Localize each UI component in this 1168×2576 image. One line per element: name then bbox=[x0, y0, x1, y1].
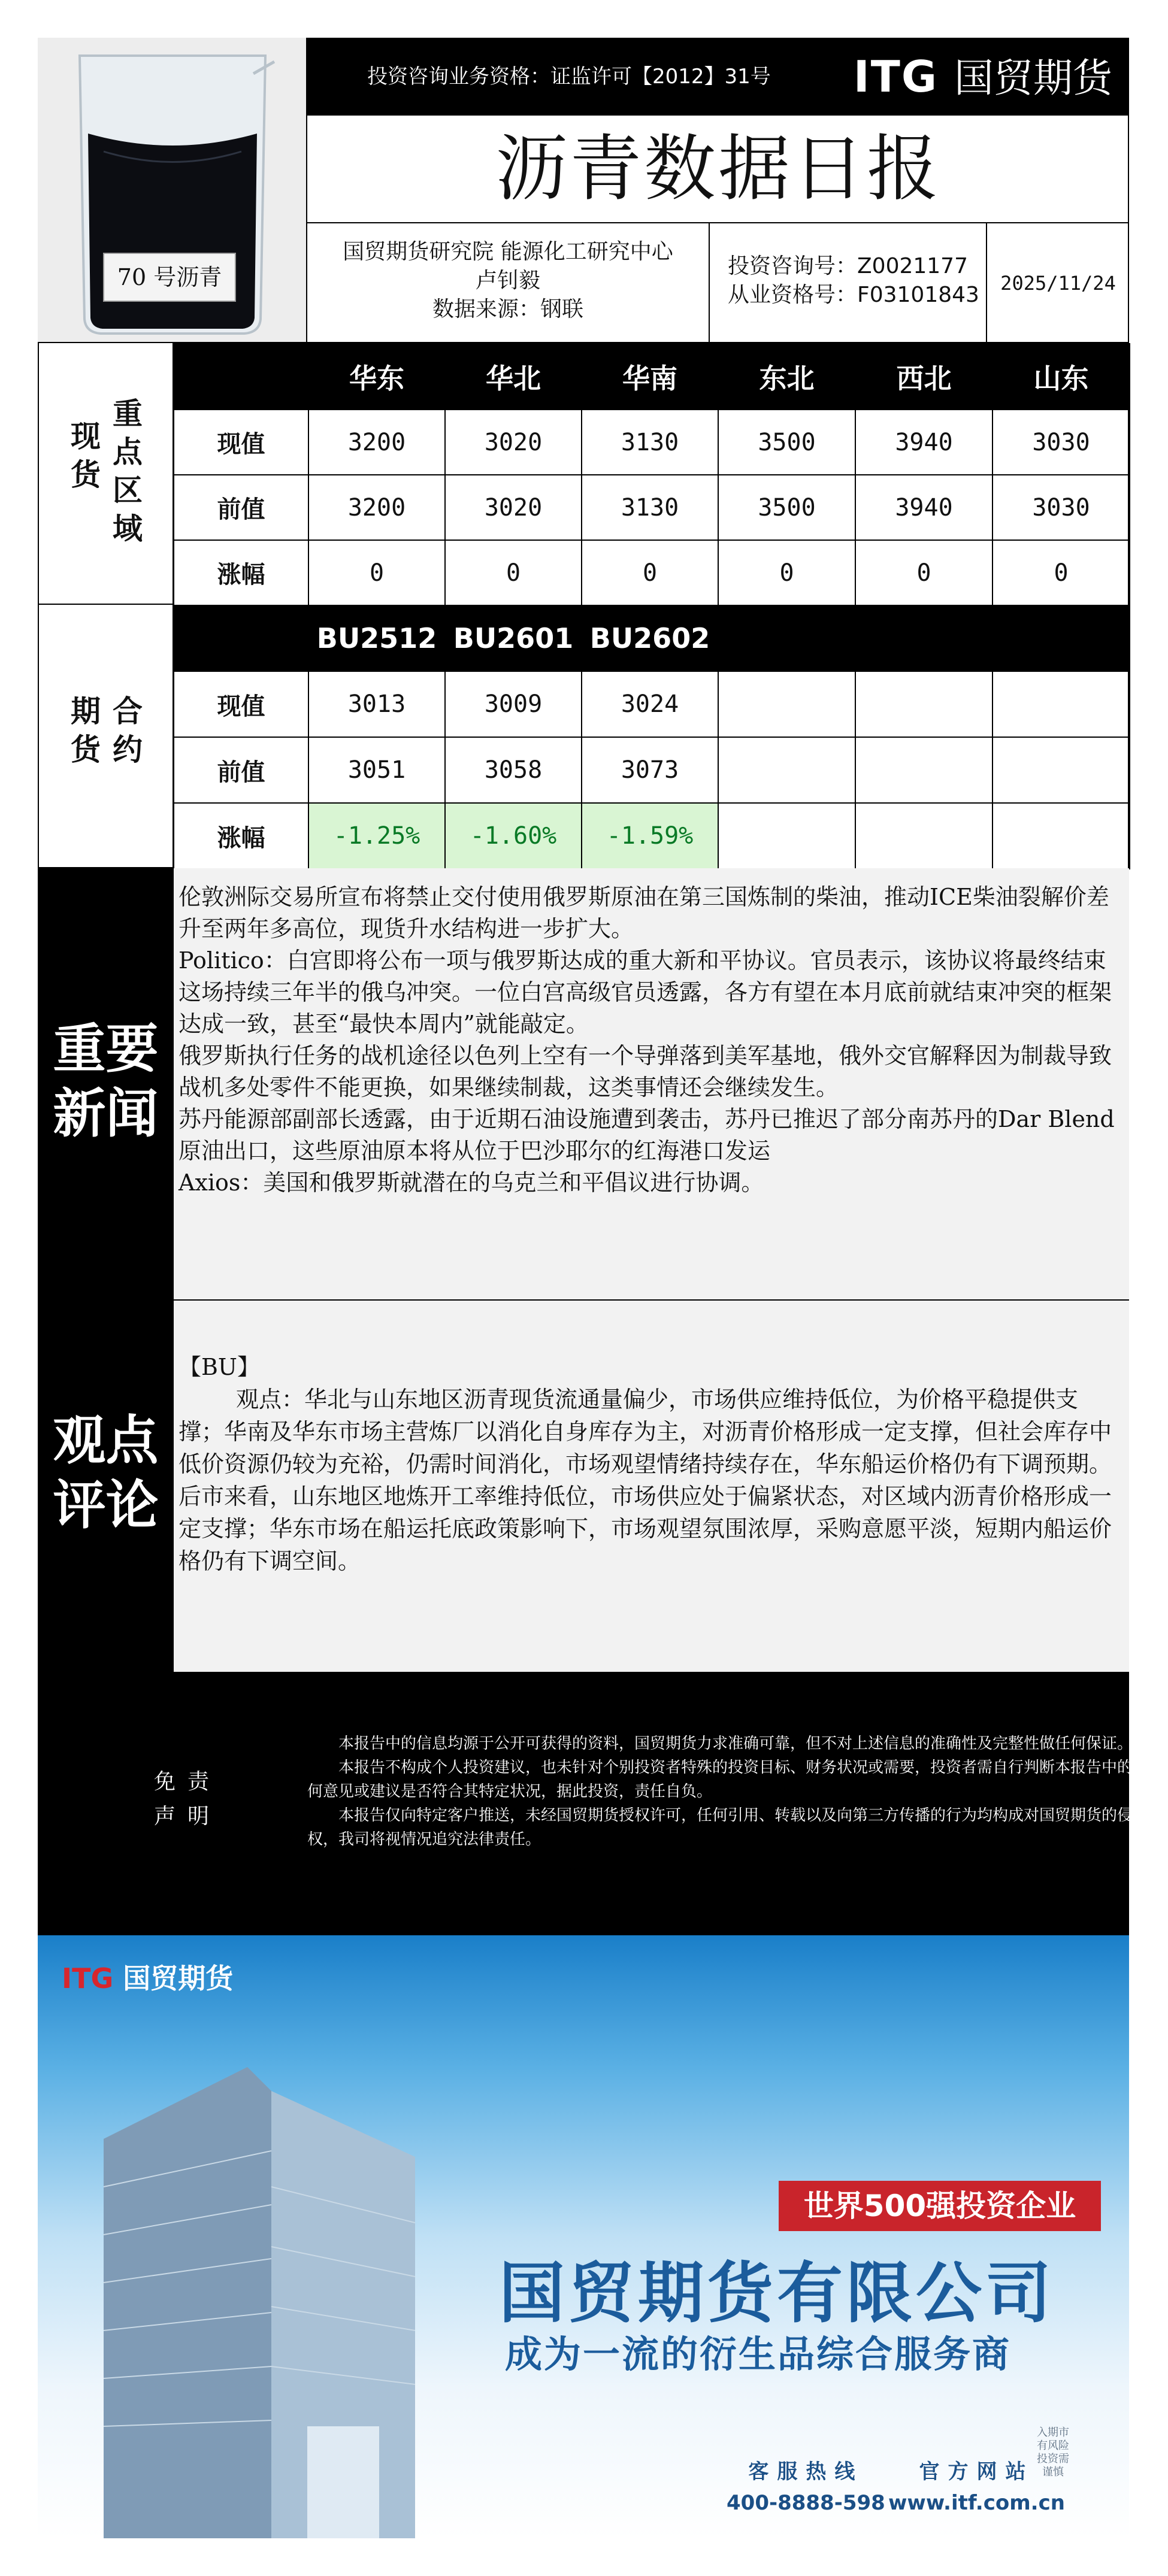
futures-col-header bbox=[718, 605, 855, 671]
disclaimer-label bbox=[134, 1765, 241, 1834]
table-row bbox=[174, 671, 1130, 737]
table-cell: -1.25% bbox=[308, 803, 445, 869]
table-cell: 3130 bbox=[582, 475, 718, 540]
table-cell: 3030 bbox=[993, 475, 1130, 540]
banner-logo bbox=[62, 1957, 233, 1996]
news-paragraph: Axios：美国和俄罗斯就潜在的乌克兰和平倡议进行协调。 bbox=[178, 1169, 764, 1196]
spot-col-header: 华北 bbox=[445, 344, 582, 410]
table-cell: 3024 bbox=[582, 671, 718, 737]
spot-header-blank bbox=[174, 344, 308, 410]
table-cell bbox=[718, 803, 855, 869]
consult-number: 投资咨询号：Z0021177 bbox=[728, 254, 968, 278]
news-paragraph: 苏丹能源部副部长透露，由于近期石油设施遭到袭击，苏丹已推迟了部分南苏丹的Dar Blend原油出口，这些原油原本将从位于巴沙耶尔的红海港口发运 bbox=[178, 1106, 1115, 1164]
spot-header-row bbox=[174, 344, 1130, 410]
beaker-image bbox=[38, 38, 306, 342]
futures-table bbox=[173, 605, 1130, 869]
table-cell: 3013 bbox=[308, 671, 445, 737]
row-label: 前值 bbox=[174, 737, 308, 803]
qualification-bar bbox=[307, 38, 1129, 116]
table-cell: 3130 bbox=[582, 410, 718, 475]
brand-logo bbox=[854, 38, 1112, 116]
table-cell: 3020 bbox=[445, 475, 582, 540]
table-cell bbox=[993, 671, 1130, 737]
table-cell: 3020 bbox=[445, 410, 582, 475]
news-paragraph: 俄罗斯执行任务的战机途径以色列上空有一个导弹落到美军基地，俄外交官解释因为制裁导致战机多处零件不能更换，如果继续制裁，这类事情还会继续发生。 bbox=[178, 1042, 1112, 1101]
futures-col-header bbox=[855, 605, 993, 671]
spot-label-a bbox=[68, 417, 104, 494]
futures-side-label bbox=[38, 605, 174, 868]
row-label: 前值 bbox=[174, 475, 308, 540]
table-cell: 3200 bbox=[308, 475, 445, 540]
report-title: 沥青数据日报 bbox=[495, 128, 941, 211]
futures-label-b bbox=[110, 692, 146, 769]
table-row bbox=[174, 737, 1130, 803]
institute-info bbox=[307, 223, 710, 343]
table-cell: 3500 bbox=[718, 410, 855, 475]
table-cell: 0 bbox=[855, 540, 993, 605]
hotline-label: 客服热线 bbox=[748, 2460, 864, 2484]
news-body bbox=[174, 868, 1129, 1301]
table-cell: 0 bbox=[718, 540, 855, 605]
table-cell: 3030 bbox=[993, 410, 1130, 475]
spot-col-header: 山东 bbox=[993, 344, 1130, 410]
spot-col-header: 华东 bbox=[308, 344, 445, 410]
license-info bbox=[710, 223, 987, 343]
row-label: 涨幅 bbox=[174, 540, 308, 605]
spot-side-label bbox=[38, 343, 174, 605]
disclaimer-section bbox=[38, 1672, 1149, 1935]
qualification-text: 投资咨询业务资格：证监许可【2012】31号 bbox=[367, 65, 771, 89]
office-building-image bbox=[92, 2067, 415, 2538]
spot-col-header: 西北 bbox=[855, 344, 993, 410]
hotline-number: 400-8888-598 bbox=[727, 2491, 885, 2515]
spot-table bbox=[173, 343, 1130, 606]
disclaimer-paragraph: 本报告不构成个人投资建议，也未针对个别投资者特殊的投资目标、财务状况或需要，投资者需自行判断本报告中的任何意见或建议是否符合其特定状况，据此投资，责任自负。 bbox=[307, 1759, 1149, 1801]
table-cell bbox=[718, 671, 855, 737]
news-label bbox=[38, 1017, 174, 1146]
report-date: 2025/11/24 bbox=[987, 223, 1129, 343]
banner-logo-latin: ITG bbox=[62, 1962, 114, 1995]
banner-slogan: 成为一流的衍生品综合服务商 bbox=[505, 2332, 1012, 2376]
disclaimer-label-2: 声明 bbox=[153, 1804, 221, 1829]
table-cell bbox=[855, 737, 993, 803]
disclaimer-text bbox=[307, 1732, 1158, 1851]
news-label-1: 重要 bbox=[53, 1018, 159, 1080]
opinion-side-label bbox=[38, 1301, 174, 1672]
row-label: 现值 bbox=[174, 410, 308, 475]
row-label: 涨幅 bbox=[174, 803, 308, 869]
beaker-label: 70 号沥青 bbox=[117, 264, 222, 290]
table-cell: 3073 bbox=[582, 737, 718, 803]
website-label: 官方网站 bbox=[919, 2460, 1034, 2484]
risk-notice: 入期市有风险 投资需谨慎 bbox=[1037, 2426, 1069, 2478]
table-cell bbox=[718, 737, 855, 803]
fortune-500-badge: 世界500强投资企业 bbox=[779, 2181, 1101, 2231]
practice-number: 从业资格号：F03101843 bbox=[728, 283, 979, 307]
opinion-label-1: 观点 bbox=[53, 1410, 159, 1471]
banner-company-name: 国贸期货有限公司 bbox=[499, 2255, 1055, 2332]
institute-name: 国贸期货研究院 能源化工研究中心 bbox=[343, 240, 673, 264]
report-title-row bbox=[307, 116, 1129, 223]
table-cell: -1.60% bbox=[445, 803, 582, 869]
hotline-block bbox=[727, 2456, 885, 2519]
table-cell bbox=[855, 803, 993, 869]
opinion-body bbox=[174, 1301, 1129, 1672]
spot-label-b-text: 重点区域 bbox=[113, 396, 143, 546]
asphalt-beaker-photo bbox=[38, 38, 307, 343]
table-row bbox=[174, 475, 1130, 540]
news-paragraph: 伦敦洲际交易所宣布将禁止交付使用俄罗斯原油在第三国炼制的柴油，推动ICE柴油裂解价差升至两年多高位，现货升水结构进一步扩大。 bbox=[178, 884, 1109, 942]
futures-col-header: BU2512 bbox=[308, 605, 445, 671]
table-row bbox=[174, 540, 1130, 605]
disclaimer-label-1: 免责 bbox=[153, 1769, 221, 1794]
spot-col-header: 东北 bbox=[718, 344, 855, 410]
opinion-label-2: 评论 bbox=[53, 1474, 159, 1536]
table-cell bbox=[993, 803, 1130, 869]
table-cell: 3058 bbox=[445, 737, 582, 803]
table-cell bbox=[855, 671, 993, 737]
row-label: 现值 bbox=[174, 671, 308, 737]
table-cell bbox=[993, 737, 1130, 803]
spot-col-header: 华南 bbox=[582, 344, 718, 410]
table-cell: 3940 bbox=[855, 410, 993, 475]
brand-latin: ITG bbox=[853, 51, 938, 102]
banner-logo-cn: 国贸期货 bbox=[123, 1962, 234, 1995]
table-cell: 0 bbox=[308, 540, 445, 605]
futures-label-a bbox=[68, 692, 104, 769]
spot-label-a-text: 现货 bbox=[71, 419, 101, 492]
futures-label-a-text: 期货 bbox=[71, 694, 101, 767]
table-cell: 3051 bbox=[308, 737, 445, 803]
disclaimer-paragraph: 本报告中的信息均源于公开可获得的资料，国贸期货力求准确可靠，但不对上述信息的准确性及完整性做任何保证。 bbox=[338, 1735, 1133, 1753]
table-cell: 3500 bbox=[718, 475, 855, 540]
futures-header-blank bbox=[174, 605, 308, 671]
table-cell: 0 bbox=[993, 540, 1130, 605]
futures-col-header: BU2602 bbox=[582, 605, 718, 671]
analyst-name: 卢钊毅 bbox=[475, 268, 540, 293]
futures-header-row bbox=[174, 605, 1130, 671]
futures-col-header bbox=[993, 605, 1130, 671]
table-cell: 0 bbox=[445, 540, 582, 605]
table-cell: 3940 bbox=[855, 475, 993, 540]
opinion-label bbox=[38, 1408, 174, 1538]
table-cell: -1.59% bbox=[582, 803, 718, 869]
futures-label-b-text: 合约 bbox=[113, 694, 143, 767]
company-banner bbox=[38, 1935, 1129, 2538]
table-row bbox=[174, 410, 1130, 475]
table-cell: 0 bbox=[582, 540, 718, 605]
table-cell: 3200 bbox=[308, 410, 445, 475]
opinion-tag: 【BU】 bbox=[178, 1354, 260, 1380]
table-row bbox=[174, 803, 1130, 869]
disclaimer-paragraph: 本报告仅向特定客户推送，未经国贸期货授权许可，任何引用、转载以及向第三方传播的行为均构成对国贸期货的侵权，我司将视情况追究法律责任。 bbox=[307, 1807, 1133, 1848]
futures-col-header: BU2601 bbox=[445, 605, 582, 671]
news-label-2: 新闻 bbox=[53, 1083, 159, 1144]
news-side-label bbox=[38, 868, 174, 1301]
opinion-text: 观点：华北与山东地区沥青现货流通量偏少，市场供应维持低位，为价格平稳提供支撑；华南及华东市场主营炼厂以消化自身库存为主，对沥青价格形成一定支撑，但社会库存中低价资源仍较为充裕，仍需时间消化，市场观望情绪持续存在，华东船运价格仍有下调预期。后市来看，山东地区地炼开工率维持低位，市场供应处于偏紧状态，对区域内沥青价格形成一定支撑；华东市场在船运托底政策影响下，市场观望氛围浓厚，采购意愿平淡，短期内船运价格仍有下调空间。 bbox=[178, 1386, 1112, 1574]
website-url[interactable]: www.itf.com.cn bbox=[888, 2491, 1065, 2515]
brand-cn: 国贸期货 bbox=[954, 55, 1112, 101]
table-cell: 3009 bbox=[445, 671, 582, 737]
news-paragraph: Politico：白宫即将公布一项与俄罗斯达成的重大新和平协议。官员表示，该协议将最终结束这场持续三年半的俄乌冲突。一位白宫高级官员透露，各方有望在本月底前就结束冲突的框架达成一致，甚至“最快本周内”就能敲定。 bbox=[178, 947, 1112, 1037]
spot-label-b bbox=[110, 395, 146, 548]
data-source: 数据来源：钢联 bbox=[432, 297, 583, 322]
